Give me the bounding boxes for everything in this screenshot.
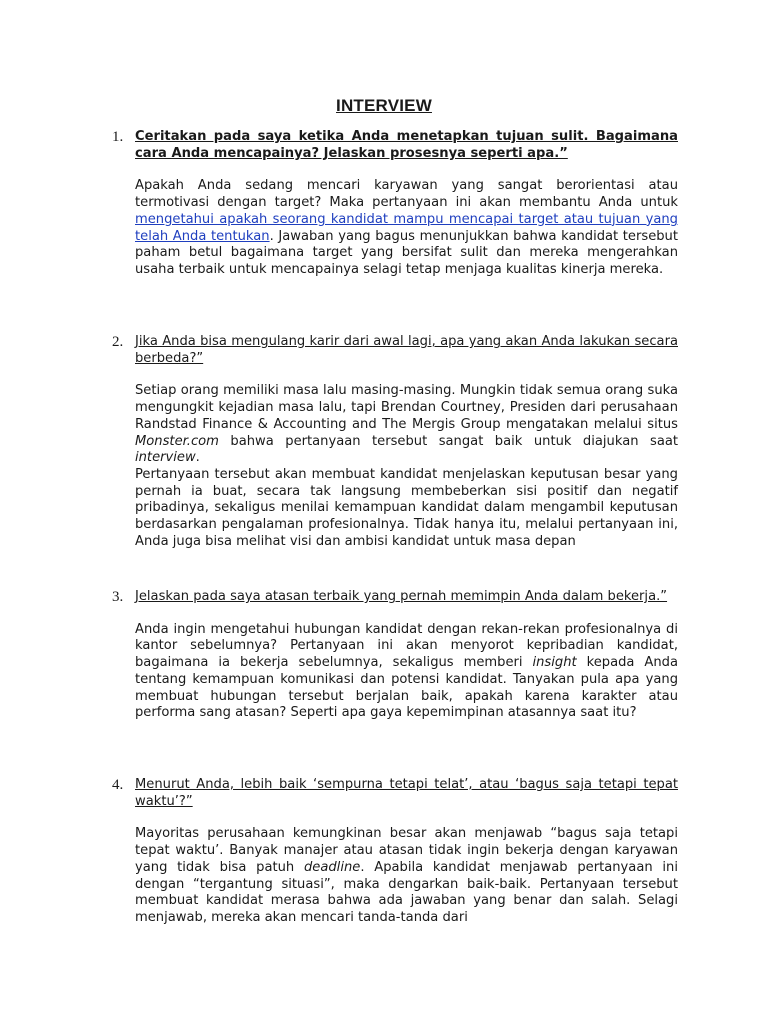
item-number: 2. — [112, 334, 124, 350]
answer-paragraph: Setiap orang memiliki masa lalu masing-masing. Mungkin tidak semua orang suka mengungkit kejadian masa lalu, tapi Brendan Courtney, Presiden dari perusahaan Randstad Finance & Accounting and The Mergis Group mengatakan melalui situs Monster.com bahwa pertanyaan tersebut sangat baik untuk diajukan saat interview. — [135, 383, 678, 466]
question-item-4 — [112, 777, 678, 927]
page-title: INTERVIEW — [336, 96, 432, 115]
item-number: 3. — [112, 589, 124, 605]
question-text: Jelaskan pada saya atasan terbaik yang pernah memimpin Anda dalam bekerja.” — [135, 589, 668, 604]
answer-paragraph: Mayoritas perusahaan kemungkinan besar akan menjawab “bagus saja tetapi tepat waktu’. Banyak manajer atau atasan tidak ingin bekerja dengan karyawan yang tidak bisa patuh deadline. Apabila kandidat menjawab pertanyaan ini dengan “tergantung situasi”, maka dengarkan baik-baik. Pertanyaan tersebut membuat kandidat merasa bahwa ada jawaban yang benar dan salah. Selagi menjawab, mereka akan mencari tanda-tanda dari — [135, 826, 678, 925]
question-text: Menurut Anda, lebih baik ‘sempurna tetapi telat’, atau ‘bagus saja tetapi tepat waktu’?” — [135, 777, 678, 809]
site-name: Monster.com — [135, 433, 219, 449]
answer-paragraph: Anda ingin mengetahui hubungan kandidat dengan rekan-rekan profesionalnya di kantor sebelumnya? Pertanyaan ini akan menyorot kepribadian kandidat, bagaimana ia bekerja sebelumnya, sekaligus memberi insight kepada Anda tentang kemampuan komunikasi dan potensi kandidat. Tanyakan pula apa yang membuat hubungan tersebut berjalan baik, apakah karena karakter atau performa sang atasan? Seperti apa gaya kepemimpinan atasannya saat itu? — [135, 621, 678, 721]
answer-paragraph: Apakah Anda sedang mencari karyawan yang sangat berorientasi atau termotivasi dengan target? Maka pertanyaan ini akan membantu Anda untuk mengetahui apakah seorang kandidat mampu mencapai target atau tujuan yang telah Anda tentukan. Jawaban yang bagus menunjukkan bahwa kandidat tersebut paham betul bagaimana target yang bersifat sulit dan mereka mengerahkan usaha terbaik untuk mencapainya selagi tetap menjaga kualitas kinerja mereka. — [135, 178, 678, 277]
item-number: 1. — [112, 129, 124, 145]
question-text: Ceritakan pada saya ketika Anda menetapkan tujuan sulit. Bagaimana cara Anda mencapainya? Jelaskan prosesnya seperti apa.” — [135, 129, 678, 161]
question-text: Jika Anda bisa mengulang karir dari awal lagi, apa yang akan Anda lakukan secara berbeda?” — [135, 334, 678, 366]
article-link[interactable]: mengetahui apakah seorang kandidat mampu mencapai target atau tujuan yang telah Anda tentukan — [135, 211, 678, 244]
italic-term: interview — [135, 450, 196, 466]
answer-paragraph: Pertanyaan tersebut akan membuat kandidat menjelaskan keputusan besar yang pernah ia buat, secara tak langsung membeberkan sisi positif dan negatif pribadinya, sekaligus menilai kemampuan kandidat dalam mengambil keputusan berdasarkan pengalaman profesionalnya. Tidak hanya itu, melalui pertanyaan ini, Anda juga bisa melihat visi dan ambisi kandidat untuk masa depan — [135, 466, 678, 549]
question-item-1 — [112, 129, 678, 279]
italic-term: insight — [532, 655, 577, 671]
question-item-3 — [112, 589, 678, 722]
question-item-2 — [112, 334, 678, 550]
italic-term: deadline — [303, 859, 361, 875]
item-number: 4. — [112, 777, 124, 793]
